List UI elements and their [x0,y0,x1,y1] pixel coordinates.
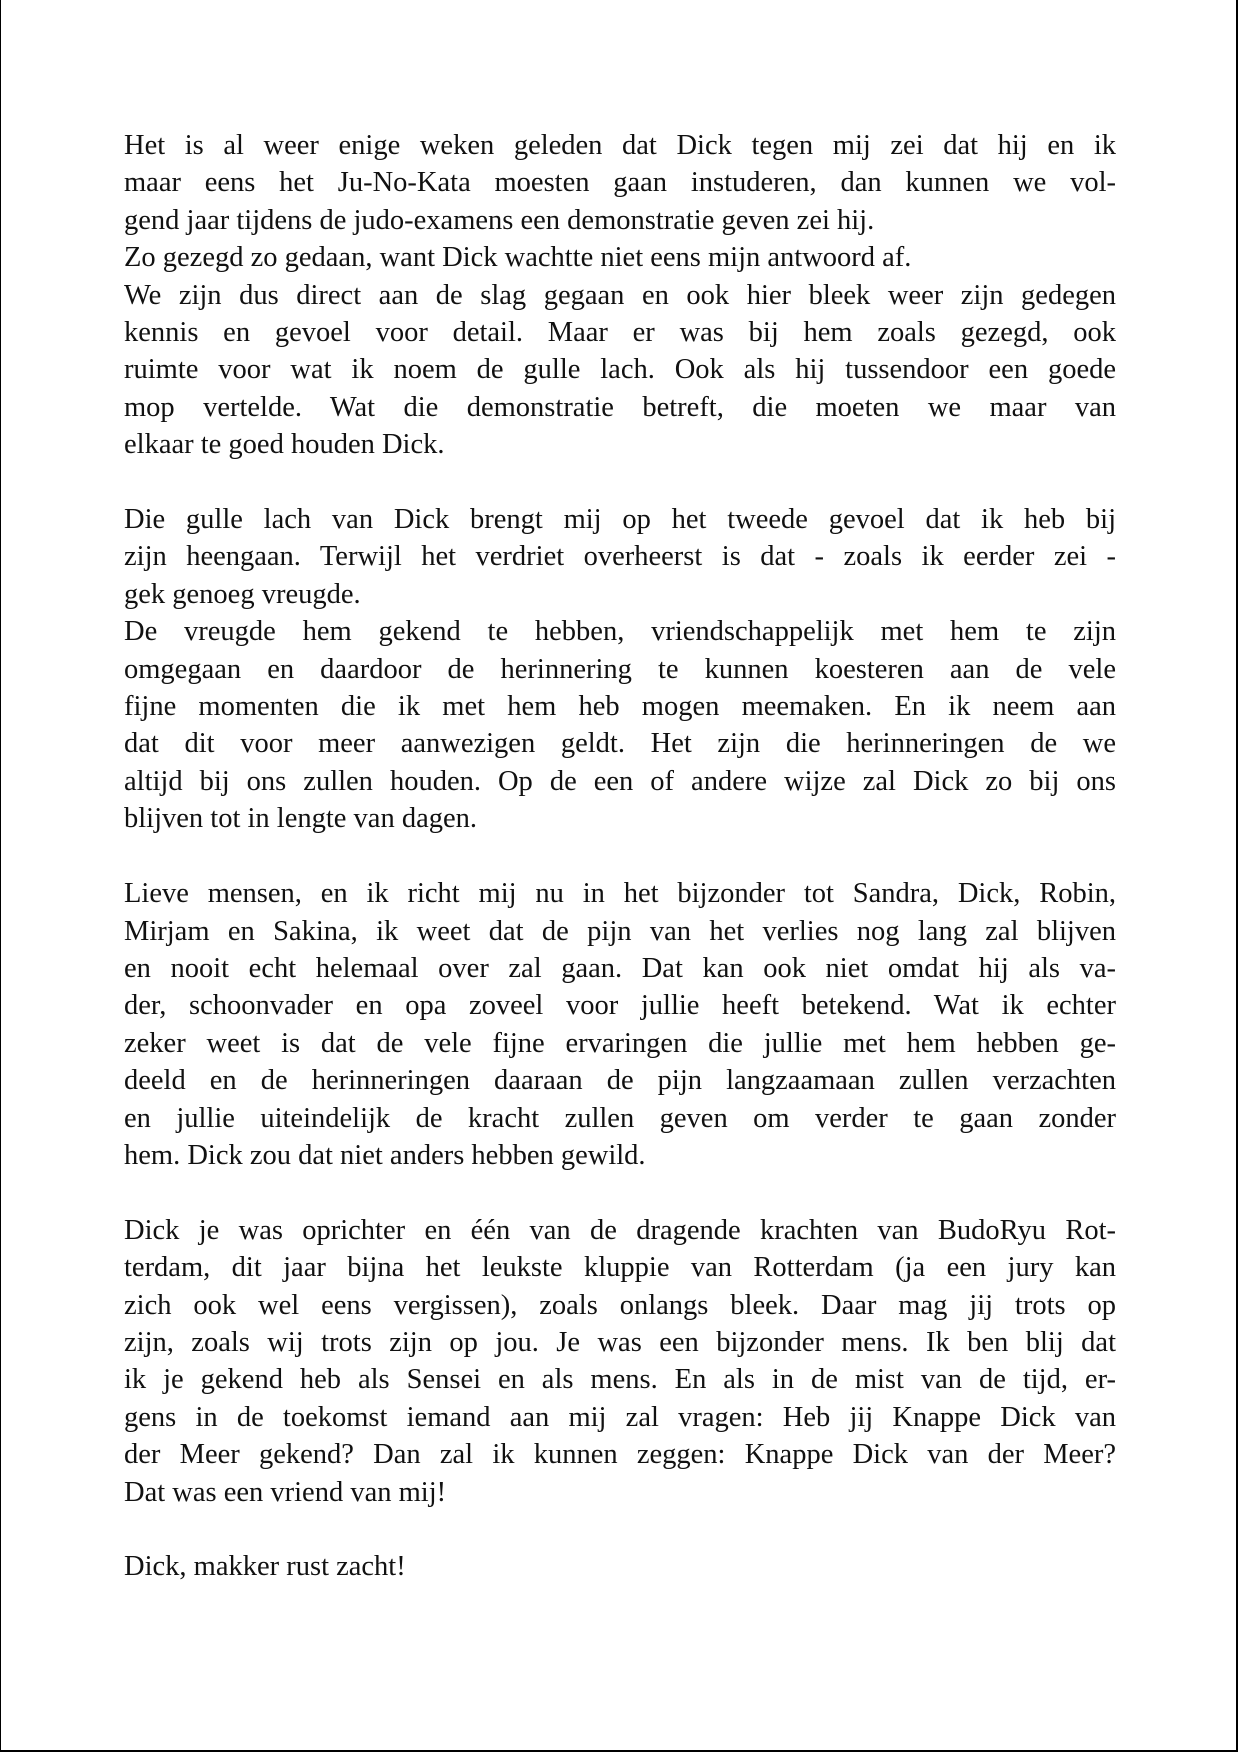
closing-line: Dick, makker rust zacht! [124,1551,406,1583]
text-line: altijd bij ons zullen houden. Op de een of andere wijze zal Dick zo bij ons [124,765,1116,797]
text-line: maar eens het Ju-No-Kata moesten gaan instuderen, dan kunnen we vol- [124,167,1116,199]
text-line: ruimte voor wat ik noem de gulle lach. Ook als hij tussendoor een goede [124,354,1116,386]
text-line: Lieve mensen, en ik richt mij nu in het bijzonder tot Sandra, Dick, Robin, [124,878,1116,910]
text-line: De vreugde hem gekend te hebben, vriendschappelijk met hem te zijn [124,616,1116,648]
text-line: We zijn dus direct aan de slag gegaan en ook hier bleek weer zijn gedegen [124,279,1116,311]
text-line: Mirjam en Sakina, ik weet dat de pijn van het verlies nog lang zal blijven [124,915,1116,947]
text-line: hem. Dick zou dat niet anders hebben gewild. [124,1139,646,1171]
text-line: blijven tot in lengte van dagen. [124,803,477,835]
paragraph-spacer [124,838,1116,875]
paragraph-3 [124,875,1116,1174]
paragraph-spacer [124,1511,1116,1548]
paragraph-spacer [124,1174,1116,1211]
text-line: gend jaar tijdens de judo-examens een demonstratie geven zei hij. [124,204,875,236]
paragraph-2 [124,501,1116,838]
text-line: ik je gekend heb als Sensei en als mens. En als in de mist van de tijd, er- [124,1364,1116,1396]
text-line: deeld en de herinneringen daaraan de pijn langzaamaan zullen verzachten [124,1065,1116,1097]
text-line: Die gulle lach van Dick brengt mij op het tweede gevoel dat ik heb bij [124,504,1116,536]
text-line: en nooit echt helemaal over zal gaan. Dat kan ook niet omdat hij als va- [124,952,1116,984]
text-line: zeker weet is dat de vele fijne ervaringen die jullie met hem hebben ge- [124,1027,1116,1059]
text-line: gek genoeg vreugde. [124,578,361,610]
text-line: zijn, zoals wij trots zijn op jou. Je was een bijzonder mens. Ik ben blij dat [124,1326,1116,1358]
text-line: gens in de toekomst iemand aan mij zal vragen: Heb jij Knappe Dick van [124,1401,1116,1433]
text-line: omgegaan en daardoor de herinnering te kunnen koesteren aan de vele [124,653,1116,685]
text-line: Het is al weer enige weken geleden dat Dick tegen mij zei dat hij en ik [124,130,1116,161]
text-line: dat dit voor meer aanwezigen geldt. Het zijn die herinneringen de we [124,728,1116,760]
text-line: mop vertelde. Wat die demonstratie betreft, die moeten we maar van [124,391,1116,423]
text-line: fijne momenten die ik met hem heb mogen meemaken. En ik neem aan [124,691,1116,723]
text-line: en jullie uiteindelijk de kracht zullen geven om verder te gaan zonder [124,1102,1116,1134]
paragraph-4 [124,1212,1116,1511]
text-line: Dat was een vriend van mij! [124,1476,447,1508]
paragraph-1 [124,127,1116,464]
text-line: zich ook wel eens vergissen), zoals onlangs bleek. Daar mag jij trots op [124,1289,1116,1321]
document-body [124,127,1116,1586]
text-line: Zo gezegd zo gedaan, want Dick wachtte niet eens mijn antwoord af. [124,242,912,274]
paragraph-spacer [124,464,1116,501]
text-line: terdam, dit jaar bijna het leukste kluppie van Rotterdam (ja een jury kan [124,1252,1116,1284]
text-line: der Meer gekend? Dan zal ik kunnen zeggen: Knappe Dick van der Meer? [124,1439,1116,1471]
text-line: kennis en gevoel voor detail. Maar er was bij hem zoals gezegd, ook [124,317,1116,349]
text-line: zijn heengaan. Terwijl het verdriet overheerst is dat - zoals ik eerder zei - [124,541,1116,573]
paragraph-5 [124,1548,1116,1585]
text-line: Dick je was oprichter en één van de dragende krachten van BudoRyu Rot- [124,1214,1116,1246]
text-line: elkaar te goed houden Dick. [124,429,445,461]
text-line: der, schoonvader en opa zoveel voor jullie heeft betekend. Wat ik echter [124,990,1116,1022]
